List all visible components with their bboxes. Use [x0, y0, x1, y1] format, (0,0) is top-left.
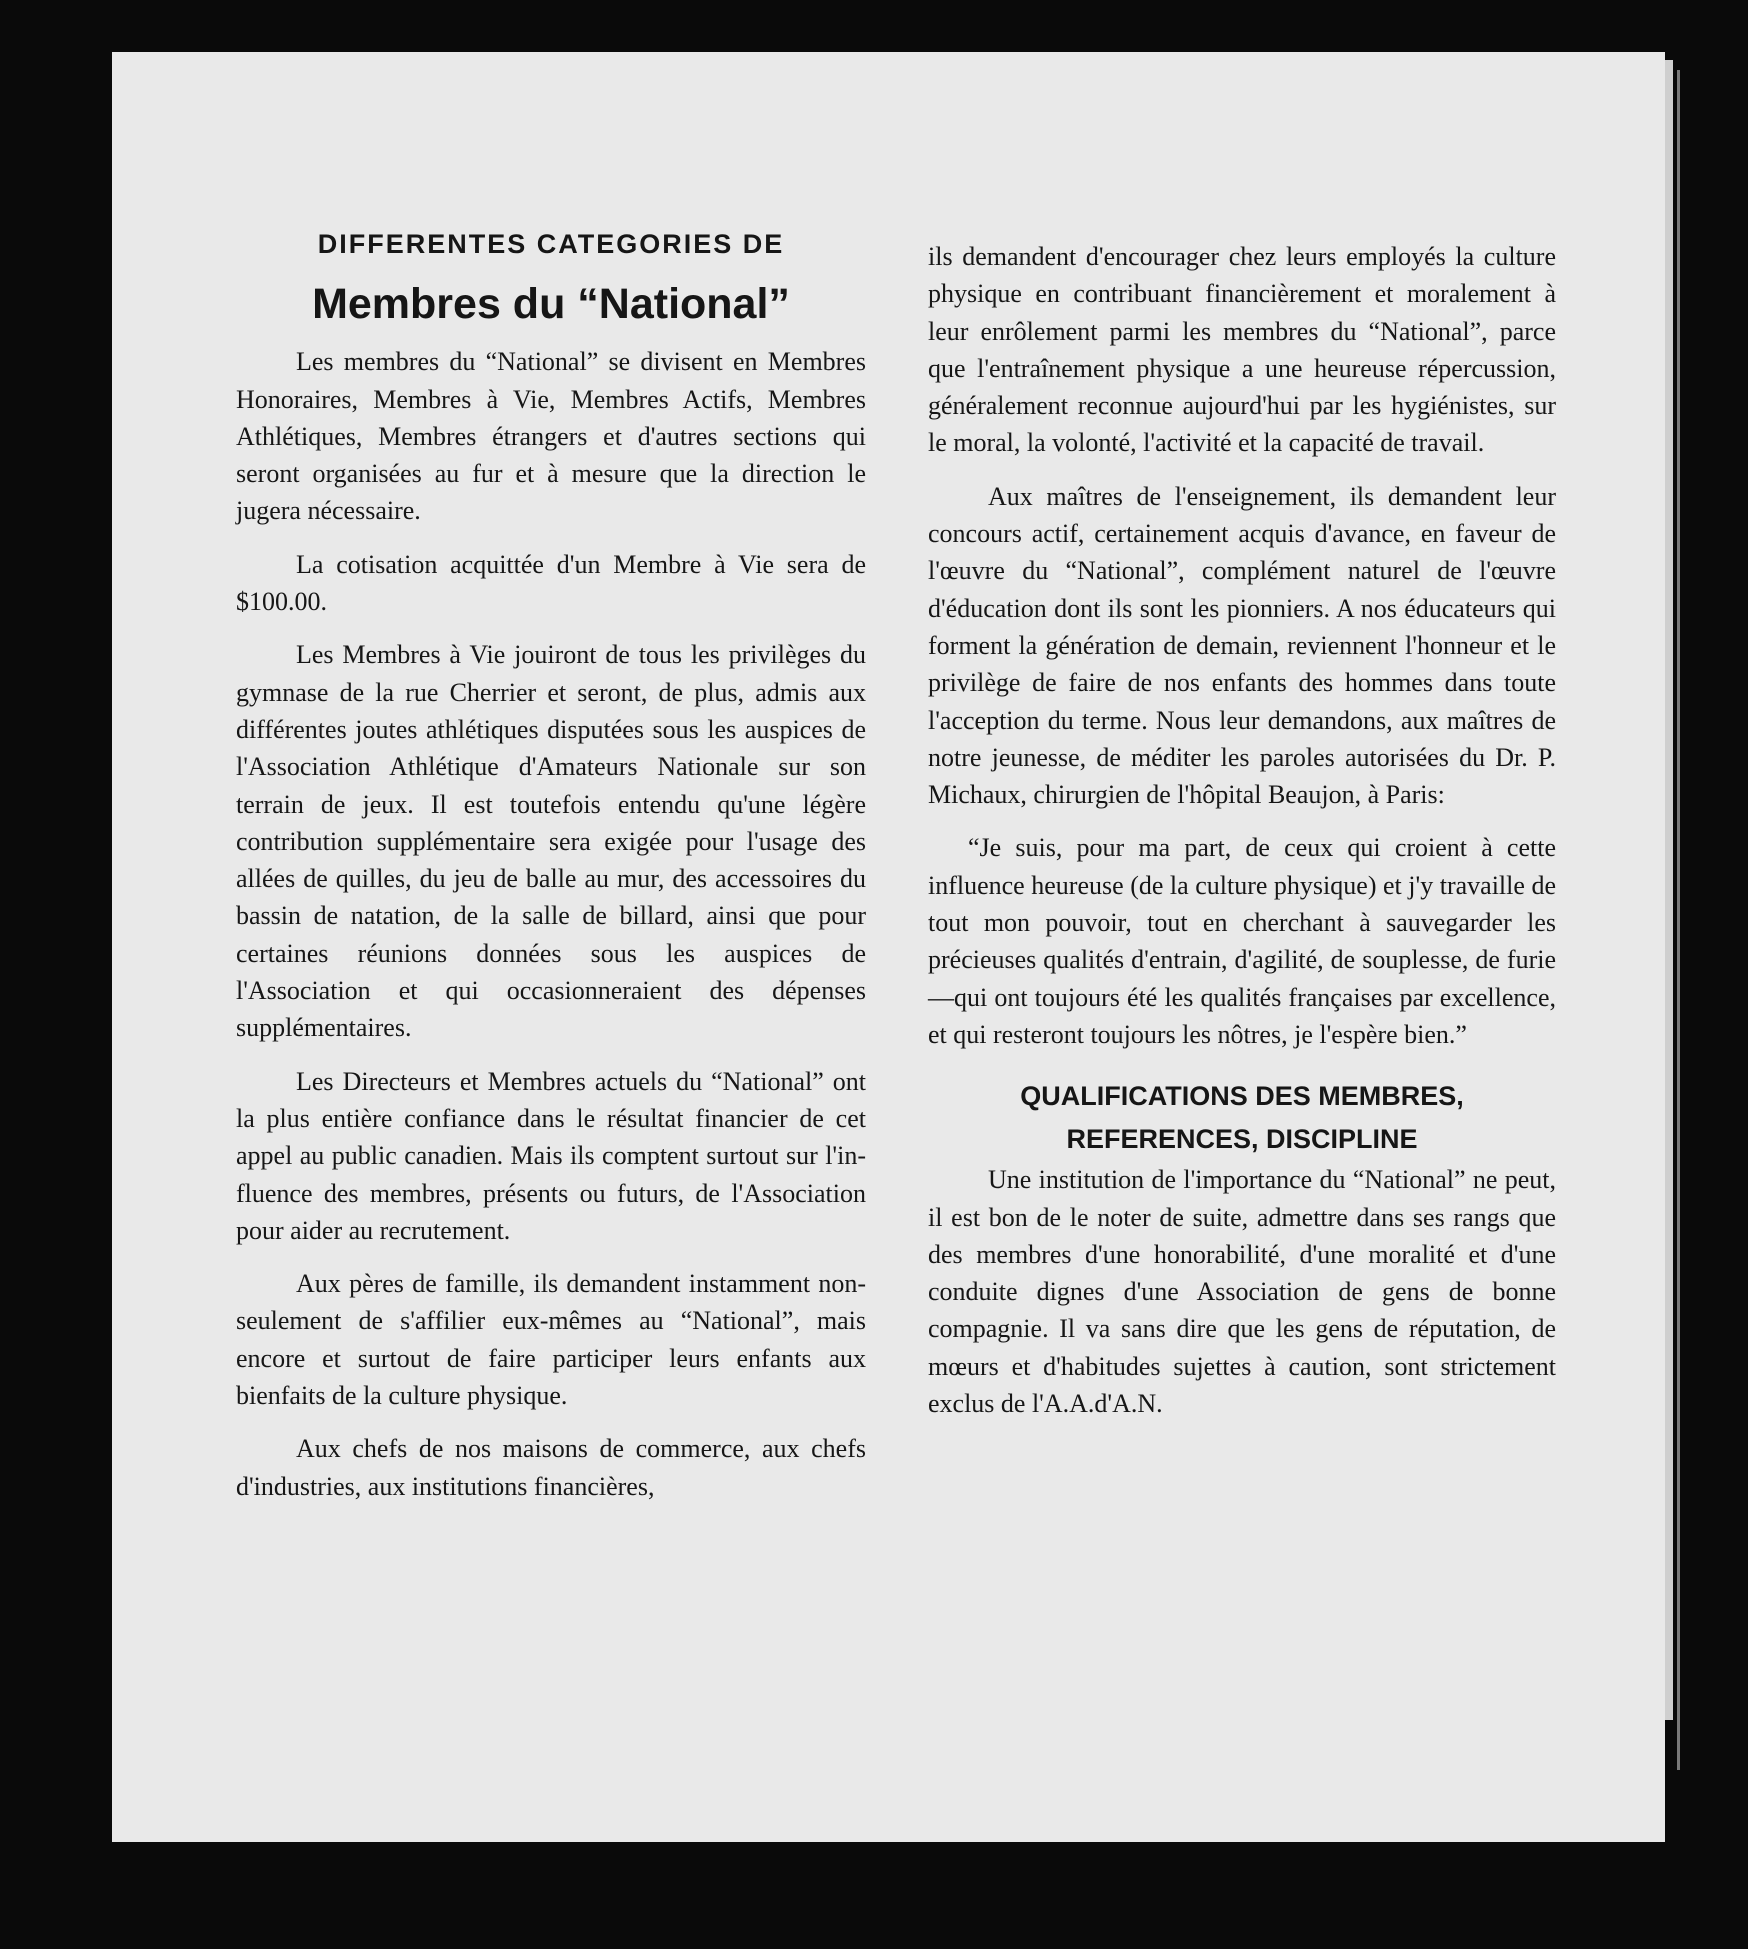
section-title: [928, 1075, 1556, 1161]
adjacent-page-edge: [1665, 60, 1673, 1720]
section-title-line: REFERENCES, DISCIPLINE: [1066, 1124, 1418, 1155]
paragraph: Aux chefs de nos maisons de commerce, aux chefs d'industries, aux institutions financières,: [236, 1434, 866, 1501]
paragraph: Les Membres à Vie jouiront de tous les privilèges du gymnase de la rue Cherrier et seront, de plus, admis aux différentes joutes athlétiques disputées sous les auspices de l'Association Athlétique d'Amateurs Nationale sur son terrain de jeux. Il est toutefois entendu qu'une légère contribution supplémentaire sera exigée pour l'usage des allées de quilles, du jeu de balle au mur, des accessoires du bassin de natation, de la salle de billard, ainsi que pour certaines réunions données sous les auspices de l'Association et qui occasionneraient des dépenses supplémentaires.: [236, 640, 866, 1043]
left-column: [236, 226, 866, 1521]
paragraph: ils demandent d'encourager chez leurs employés la culture physique en contribuant financièrement et moralement à leur enrôlement parmi les membres du “National”, parce que l'entraînement physique a une heureuse répercussion, généralement reconnue aujourd'hui par les hygiénistes, sur le moral, la volonté, l'activité et la capacité de travail.: [928, 242, 1556, 458]
paragraph: Aux pères de famille, ils demandent instamment non-seulement de s'affilier eux-mêmes au “National”, mais encore et surtout de faire participer leurs enfants aux bienfaits de la culture physique.: [236, 1269, 866, 1411]
category-kicker: DIFFERENTES CATEGORIES DE: [317, 229, 785, 259]
paragraph: Une institution de l'importance du “National” ne peut, il est bon de le noter de suite, admettre dans ses rangs que des membres d'une honorabilité, d'une moralité et d'une conduite dignes d'une Association de gens de bonne compagnie. Il va sans dire que les gens de réputation, de mœurs et d'habitudes sujettes à caution, sont strictement exclus de l'A.A.d'A.N.: [928, 1165, 1556, 1419]
right-column: [928, 238, 1556, 1438]
paragraph: Les Directeurs et Membres actuels du “National” ont la plus entière confiance dans le résultat financier de cet appel au public canadien. Mais ils comptent surtout sur l'influence des membres, présents ou futurs, de l'Association pour aider au recrutement.: [236, 1066, 866, 1245]
paragraph: Les membres du “National” se divisent en Membres Honoraires, Membres à Vie, Membres Actifs, Membres Athlétiques, Membres étrangers et d'autres sections qui seront organisées au fur et à mesure que la direction le jugera nécessaire.: [236, 347, 866, 526]
paragraph: La cotisation acquittée d'un Membre à Vie sera de $100.00.: [236, 549, 866, 617]
quotation: “Je suis, pour ma part, de ceux qui croient à cette influence heureuse (de la culture physique) et j'y travaille de tout mon pouvoir, tout en cherchant à sauvegarder les précieuses qualités d'entrain, d'agilité, de souplesse, de furie—qui ont toujours été les qualités françaises par excellence, et qui resteront toujours les nôtres, je l'espère bien.”: [928, 833, 1556, 1049]
paragraph: Aux maîtres de l'enseignement, ils demandent leur concours actif, certainement acquis d'avance, en faveur de l'œuvre du “National”, complément naturel de l'œuvre d'éducation dont ils sont les pionniers. A nos éducateurs qui forment la génération de demain, reviennent l'honneur et le privilège de faire de nos enfants des hommes dans toute l'acception du terme. Nous leur demandons, aux maîtres de notre jeunesse, de méditer les paroles autorisées du Dr. P. Michaux, chirurgien de l'hôpital Beaujon, à Paris:: [928, 481, 1556, 810]
page-headline: Membres du “National”: [312, 280, 790, 329]
section-title-line: QUALIFICATIONS DES MEMBRES,: [1020, 1081, 1464, 1112]
page-fold-line: [1677, 70, 1680, 1770]
